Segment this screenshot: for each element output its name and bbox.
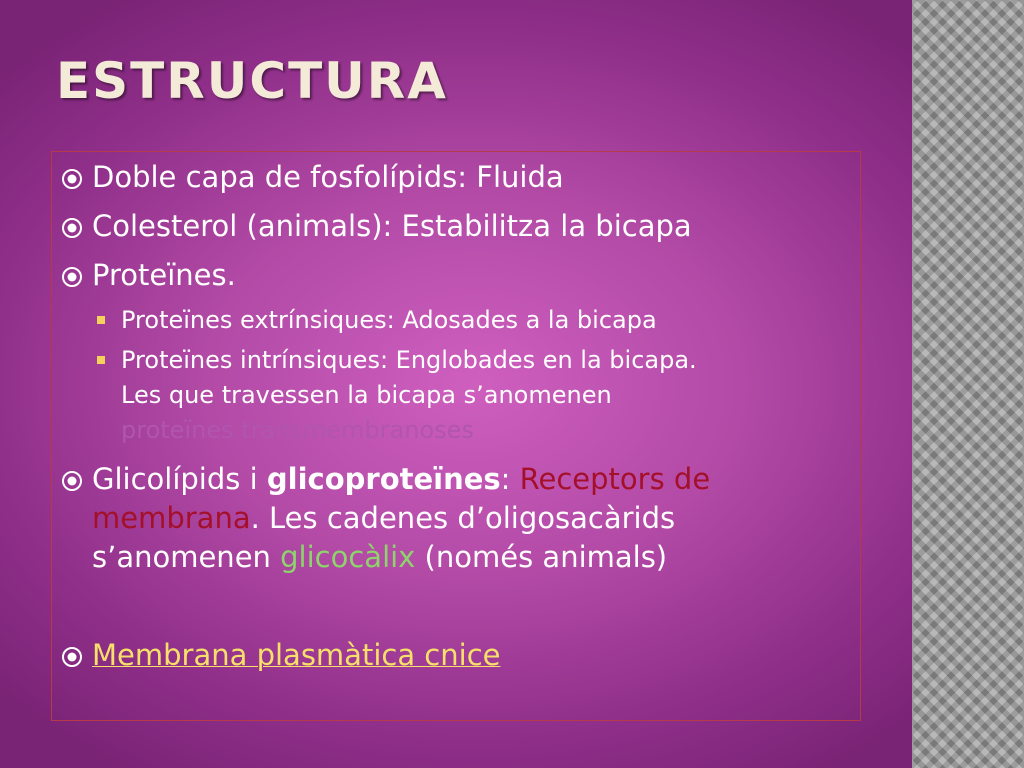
bullet-glicolipids-line3 [92,539,667,576]
circled-dot-icon [61,470,83,492]
circled-dot-icon [61,217,83,239]
bullet-proteines: Proteïnes. [92,258,236,292]
nomes-animals-text: (només animals) [415,540,668,574]
slide-title: ESTRUCTURA [56,52,448,110]
circled-dot-icon [61,168,83,190]
sub-bullet-extrinsiques: Proteïnes extrínsiques: Adosades a la bicapa [121,306,657,334]
membrana-plasmatica-link[interactable]: Membrana plasmàtica cnice [92,638,501,672]
anomenen-text: s’anomenen [92,540,281,574]
bullet-colesterol: Colesterol (animals): Estabilitza la bicapa [92,209,692,243]
colon-text: : [500,462,520,496]
glicolipids-text: Glicolípids i [92,462,267,496]
square-bullet-icon [97,356,105,364]
circled-dot-icon [61,646,83,668]
glicoproteines-text: glicoproteïnes [266,462,501,496]
bullet-fosfolipids: Doble capa de fosfolípids: Fluida [92,160,564,194]
square-bullet-icon [97,316,105,324]
bullet-link-row [92,637,500,674]
sub-bullet-intrinsiques-line2: Les que travessen la bicapa s’anomenen [121,381,612,409]
membrana-text: membrana [92,501,251,535]
sub-bullet-intrinsiques-line1: Proteïnes intrínsiques: Englobades en la bicapa. [121,346,697,374]
side-pattern-strip [912,0,1024,768]
cadenes-text: . Les cadenes d’oligosacàrids [250,501,676,535]
glicocalix-text: glicocàlix [280,540,416,574]
bullet-glicolipids-line1 [92,461,710,498]
receptors-text: Receptors de [519,462,711,496]
bullet-glicolipids-line2 [92,500,675,537]
circled-dot-icon [61,266,83,288]
sub-bullet-intrinsiques-line3: proteïnes transmembranoses [121,416,474,444]
